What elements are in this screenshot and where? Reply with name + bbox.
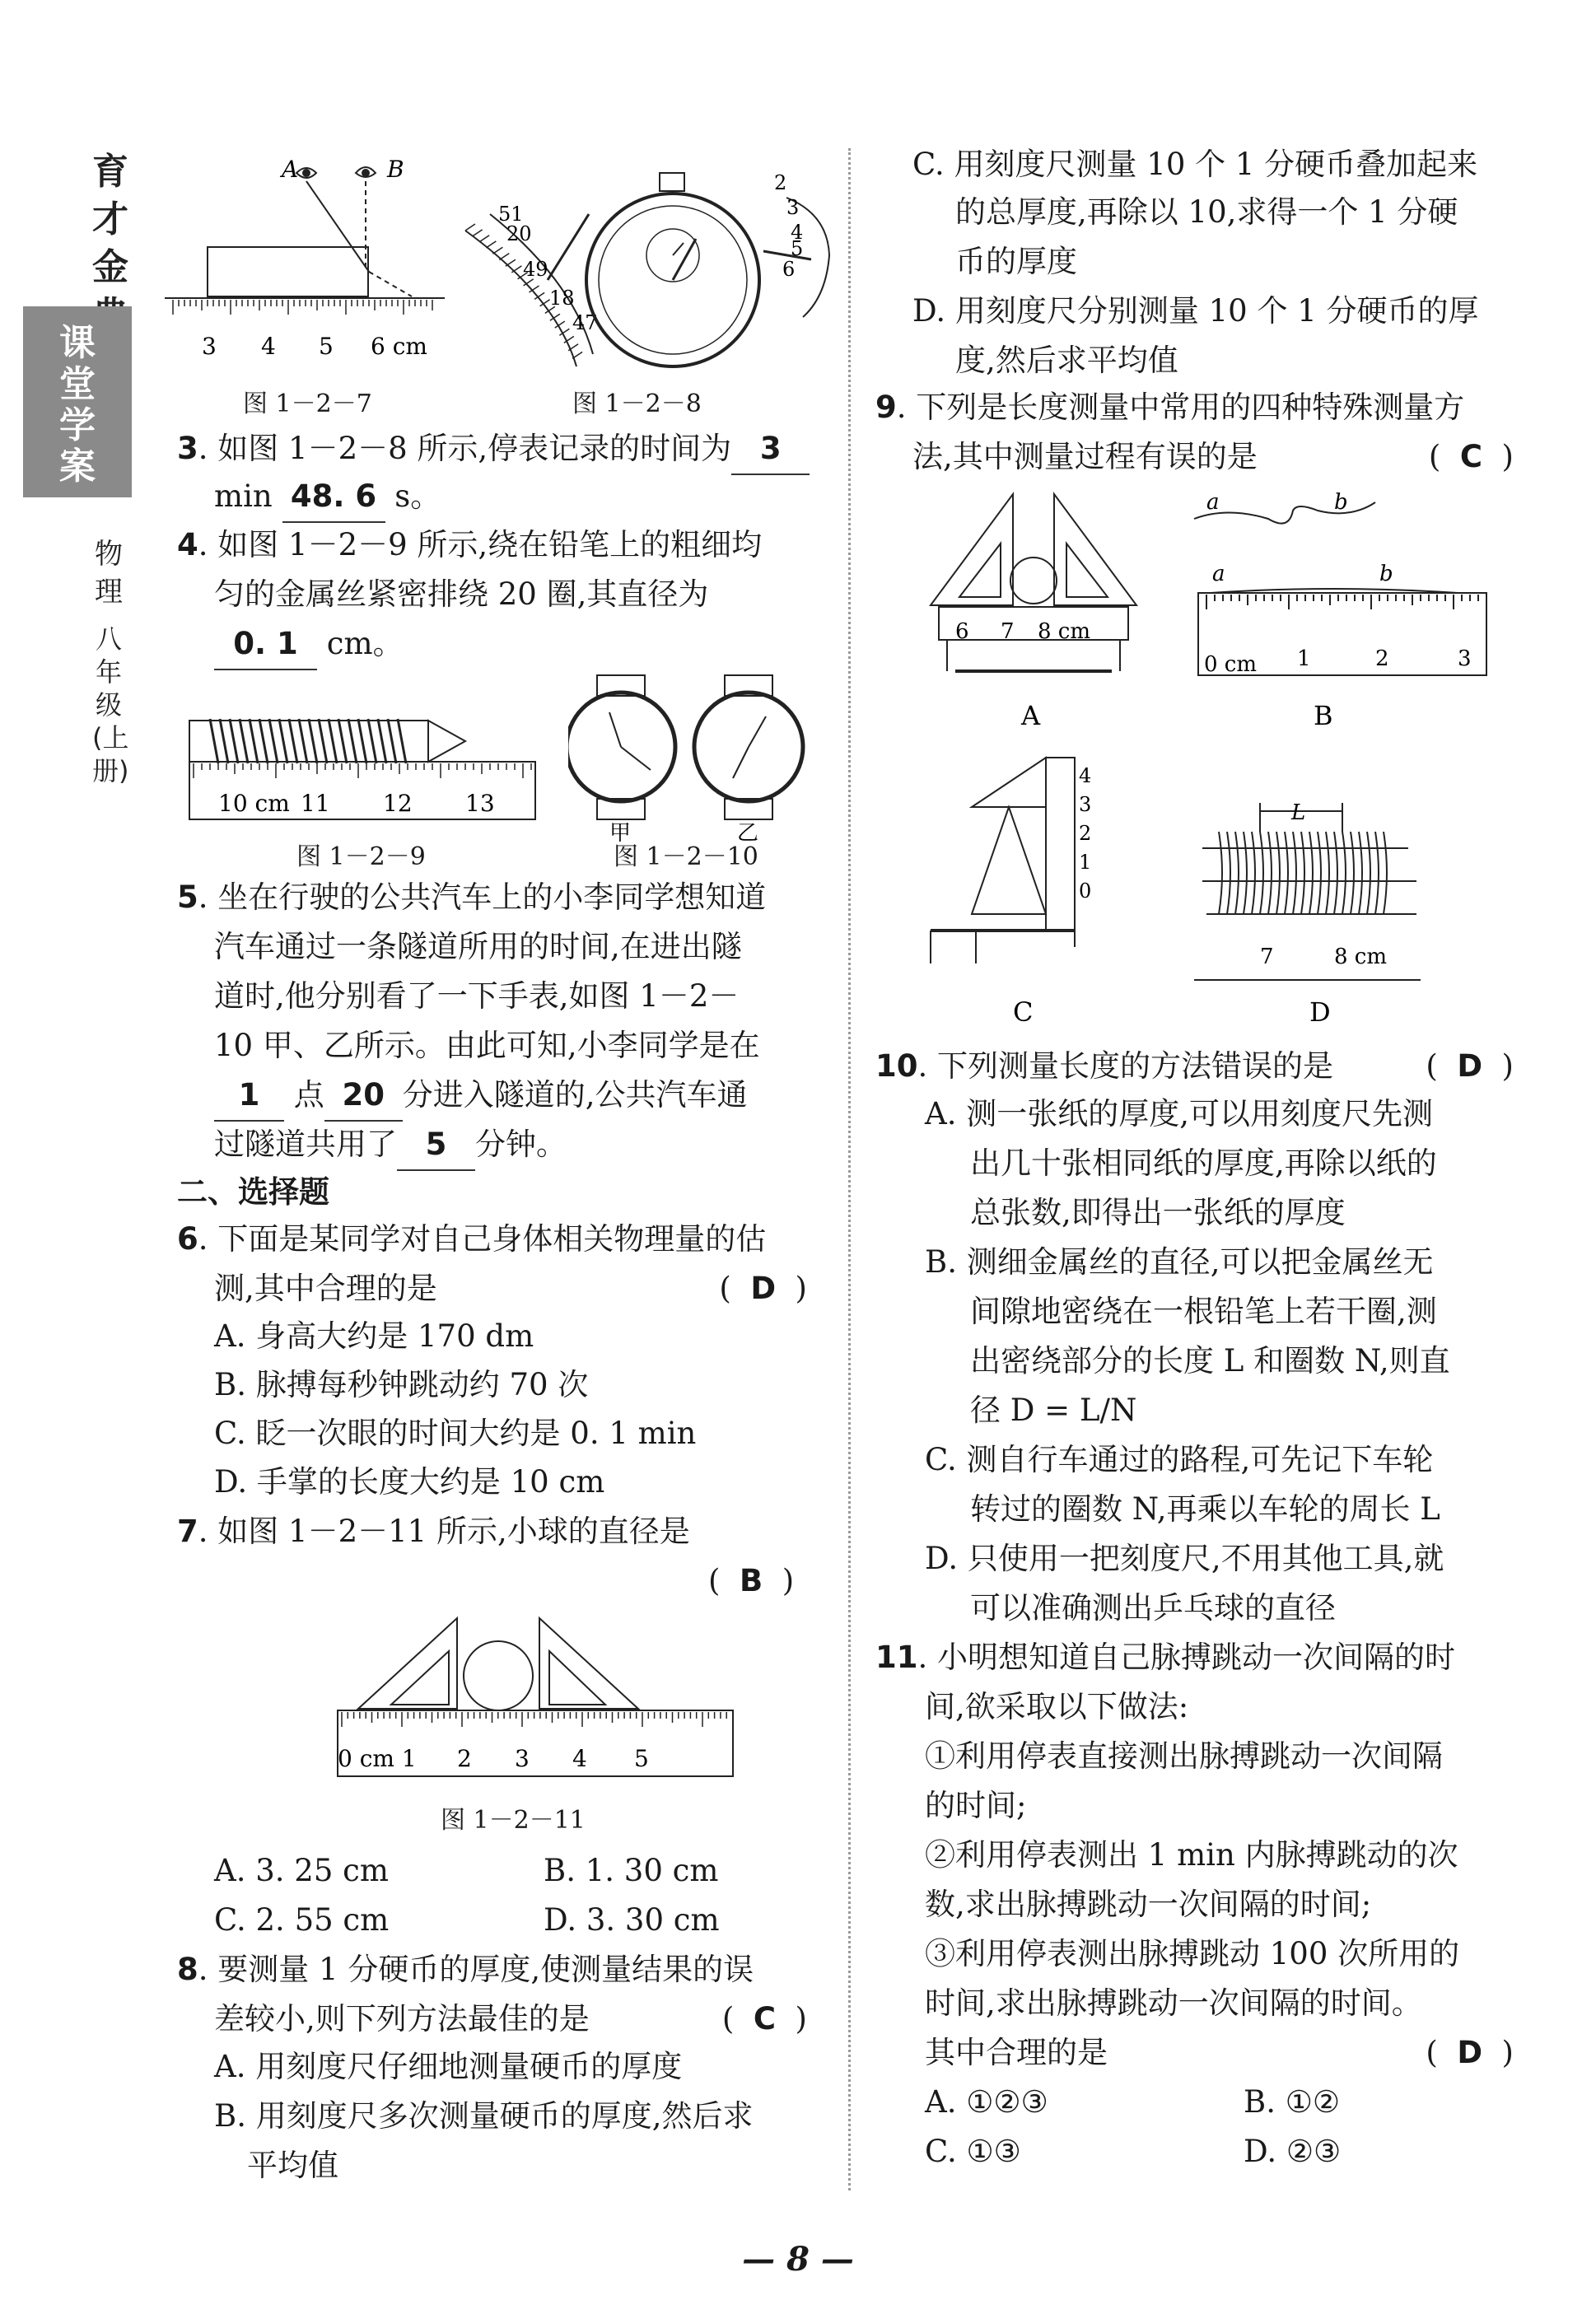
- column-separator: [848, 148, 851, 2190]
- q8-option-b: B. 用刻度尺多次测量硬币的厚度,然后求: [214, 2098, 754, 2134]
- question-6-line2: 测,其中合理的是 ( D ): [214, 1271, 807, 1306]
- answer-4: 0. 1: [214, 619, 317, 670]
- svg-text:7: 7: [1001, 619, 1015, 644]
- question-8-line2: 差较小,则下列方法最佳的是 ( C ): [214, 2001, 807, 2036]
- question-5-line2: 汽车通过一条隧道所用的时间,在进出隧: [214, 929, 742, 964]
- svg-text:3: 3: [1458, 646, 1472, 671]
- svg-text:18: 18: [549, 287, 575, 310]
- answer-8: C: [753, 2001, 777, 2036]
- minute-dial-icon: [465, 203, 598, 366]
- q10-option-a3: 总张数,即得出一张纸的厚度: [970, 1195, 1346, 1230]
- svg-text:L: L: [1291, 800, 1306, 825]
- svg-text:5: 5: [319, 333, 334, 360]
- q11-option-a: A. ①②③: [925, 2084, 1048, 2120]
- answer-5b: 20: [324, 1071, 403, 1122]
- answer-11: D: [1457, 2035, 1483, 2070]
- watch-icon: [694, 675, 803, 819]
- svg-text:3: 3: [515, 1745, 530, 1772]
- question-4-line2: 匀的金属丝紧密排绕 20 圈,其直径为: [214, 576, 709, 612]
- svg-text:6: 6: [782, 258, 796, 281]
- svg-text:47: 47: [572, 311, 598, 334]
- question-3: 3. 如图 1－2－8 所示,停表记录的时间为 3: [177, 424, 810, 475]
- svg-text:A: A: [1021, 700, 1041, 731]
- svg-text:b: b: [1334, 490, 1348, 515]
- svg-text:b: b: [1379, 562, 1393, 586]
- eye-icon: [296, 167, 376, 178]
- q11-method-1b: 的时间;: [925, 1788, 1027, 1823]
- q8-option-d2: 度,然后求平均值: [955, 343, 1178, 378]
- question-7: 7. 如图 1－2－11 所示,小球的直径是: [177, 1514, 690, 1549]
- stopwatch-icon: [586, 173, 759, 366]
- question-11-line3: 其中合理的是 ( D ): [925, 2035, 1514, 2070]
- svg-text:3: 3: [786, 196, 800, 219]
- q8-option-b2: 平均值: [247, 2148, 338, 2183]
- q11-option-c: C. ①③: [925, 2134, 1021, 2169]
- q8-option-d: D. 用刻度尺分别测量 10 个 1 分硬币的厚: [912, 293, 1479, 329]
- svg-text:甲: 甲: [609, 821, 632, 844]
- answer-6: D: [750, 1271, 777, 1306]
- figure-1-2-7: [165, 148, 461, 379]
- question-7-bracket: ( B ): [708, 1563, 795, 1598]
- caption-1-2-8: 图 1－2－8: [572, 390, 702, 418]
- figure-1-2-8: [457, 165, 844, 379]
- q8-option-c2: 的总厚度,再除以 10,求得一个 1 分硬: [955, 194, 1458, 230]
- question-11: 11. 小明想知道自己脉搏跳动一次间隔的时: [875, 1640, 1456, 1675]
- answer-5a: 1: [214, 1071, 284, 1122]
- question-5: 5. 坐在行驶的公共汽车上的小李同学想知道: [177, 879, 767, 915]
- svg-text:4: 4: [261, 333, 276, 360]
- svg-text:a: a: [1206, 490, 1220, 515]
- figure-1-2-10: [568, 671, 824, 844]
- svg-text:2: 2: [1079, 822, 1092, 845]
- q9-figures: [922, 486, 1565, 1046]
- question-6: 6. 下面是某同学对自己身体相关物理量的估: [177, 1221, 767, 1257]
- svg-text:8 cm: 8 cm: [1334, 945, 1388, 969]
- svg-text:51: 51: [498, 203, 524, 226]
- svg-text:10 cm: 10 cm: [218, 790, 290, 817]
- svg-text:11: 11: [301, 790, 330, 817]
- question-9-line2: 法,其中测量过程有误的是 ( C ): [912, 439, 1514, 474]
- q7-option-b: B. 1. 30 cm: [544, 1853, 719, 1888]
- eye-label-b: B: [387, 156, 404, 183]
- svg-text:6: 6: [955, 619, 969, 644]
- question-11-line2: 间,欲采取以下做法:: [925, 1689, 1189, 1724]
- answer-3a: 3: [731, 424, 810, 475]
- section-heading: 二、选择题: [177, 1174, 329, 1210]
- svg-text:2: 2: [457, 1745, 472, 1772]
- method-b-figure: [1194, 502, 1486, 675]
- q10-option-d2: 可以准确测出乒乓球的直径: [970, 1590, 1336, 1626]
- q11-method-3b: 时间,求出脉搏跳动一次间隔的时间。: [925, 1985, 1422, 2021]
- caption-1-2-9: 图 1－2－9: [296, 842, 426, 871]
- svg-text:2: 2: [1375, 646, 1389, 671]
- q10-option-c: C. 测自行车通过的路程,可先记下车轮: [925, 1442, 1434, 1477]
- q10-option-a2: 出几十张相同纸的厚度,再除以纸的: [970, 1145, 1437, 1181]
- question-4: 4. 如图 1－2－9 所示,绕在铅笔上的粗细均: [177, 527, 763, 562]
- seconds-dial-icon: [763, 171, 829, 317]
- question-5-line6: 过隧道共用了 5 分钟。: [214, 1120, 567, 1171]
- method-c-figure: [931, 758, 1075, 963]
- svg-text:8 cm: 8 cm: [1038, 619, 1091, 644]
- svg-text:1: 1: [1079, 851, 1092, 874]
- answer-9: C: [1459, 439, 1483, 474]
- answer-10: D: [1457, 1048, 1483, 1084]
- figure-1-2-11: [334, 1614, 745, 1779]
- svg-text:0 cm: 0 cm: [1204, 652, 1258, 677]
- question-5-line4: 10 甲、乙所示。由此可知,小李同学是在: [214, 1028, 760, 1063]
- svg-text:5: 5: [634, 1745, 649, 1772]
- q6-option-d: D. 手掌的长度大约是 10 cm: [214, 1464, 605, 1500]
- question-8: 8. 要测量 1 分硬币的厚度,使测量结果的误: [177, 1952, 754, 1987]
- svg-text:12: 12: [383, 790, 413, 817]
- svg-text:乙: 乙: [737, 821, 759, 844]
- svg-text:20: 20: [506, 222, 532, 245]
- svg-text:0 cm 1: 0 cm 1: [338, 1745, 417, 1772]
- q11-method-2: ②利用停表测出 1 min 内脉搏跳动的次: [925, 1837, 1458, 1873]
- q7-option-d: D. 3. 30 cm: [544, 1902, 720, 1938]
- answer-3b: 48. 6: [282, 472, 385, 523]
- q8-option-c3: 币的厚度: [955, 244, 1077, 279]
- q10-option-b: B. 测细金属丝的直径,可以把金属丝无: [925, 1244, 1434, 1280]
- caption-1-2-10: 图 1－2－10: [614, 842, 758, 871]
- section-tag: 课堂学案: [59, 322, 96, 488]
- q10-option-b3: 出密绕部分的长度 L 和圈数 N,则直: [970, 1343, 1450, 1379]
- question-5-line5: 1 点 20 分进入隧道的,公共汽车通: [214, 1071, 748, 1122]
- svg-text:C: C: [1013, 996, 1034, 1028]
- q11-method-2b: 数,求出脉搏跳动一次间隔的时间;: [925, 1887, 1372, 1922]
- svg-text:3: 3: [1079, 793, 1092, 816]
- question-3-cont: min 48. 6 s。: [214, 472, 441, 523]
- question-10: 10. 下列测量长度的方法错误的是 ( D ): [875, 1048, 1514, 1084]
- q10-option-b2: 间隙地密绕在一根铅笔上若干圈,测: [970, 1294, 1437, 1329]
- answer-5c: 5: [397, 1120, 475, 1171]
- question-5-line3: 道时,他分别看了一下手表,如图 1－2－: [214, 978, 740, 1014]
- q8-option-a: A. 用刻度尺仔细地测量硬币的厚度: [214, 2049, 683, 2084]
- svg-text:5: 5: [791, 237, 804, 260]
- method-a-figure: [931, 494, 1136, 671]
- brand-title: 育才金: [92, 151, 128, 288]
- q10-option-c2: 转过的圈数 N,再乘以车轮的周长 L: [970, 1491, 1440, 1527]
- subject-label: 物理 八年级(上册): [92, 538, 129, 786]
- svg-text:4: 4: [791, 221, 804, 244]
- q6-option-a: A. 身高大约是 170 dm: [214, 1318, 534, 1354]
- svg-text:4: 4: [1079, 764, 1092, 787]
- q6-option-c: C. 眨一次眼的时间大约是 0. 1 min: [214, 1416, 697, 1451]
- svg-text:4: 4: [572, 1745, 587, 1772]
- watch-icon: [568, 675, 675, 819]
- caption-1-2-7: 图 1－2－7: [243, 390, 372, 418]
- question-4-line3: 0. 1 cm。: [214, 619, 404, 670]
- eye-label-a: A: [282, 156, 299, 183]
- svg-text:49: 49: [523, 258, 548, 281]
- page-number: — 8 —: [742, 2240, 854, 2279]
- figure-1-2-9: [185, 696, 548, 836]
- svg-text:D: D: [1309, 996, 1331, 1028]
- q6-option-b: B. 脉搏每秒钟跳动约 70 次: [214, 1367, 589, 1402]
- q10-option-b4: 径 D = L/N: [970, 1393, 1137, 1428]
- q7-option-c: C. 2. 55 cm: [214, 1902, 390, 1938]
- q7-option-a: A. 3. 25 cm: [214, 1853, 389, 1888]
- q11-option-b: B. ①②: [1244, 2084, 1341, 2120]
- svg-text:7: 7: [1260, 945, 1274, 969]
- q11-method-3: ③利用停表测出脉搏跳动 100 次所用的: [925, 1936, 1460, 1971]
- q11-option-d: D. ②③: [1244, 2134, 1342, 2169]
- q10-option-a: A. 测一张纸的厚度,可以用刻度尺先测: [925, 1096, 1434, 1131]
- question-9: 9. 下列是长度测量中常用的四种特殊测量方: [875, 390, 1465, 425]
- svg-text:2: 2: [774, 171, 787, 194]
- svg-text:1: 1: [1297, 646, 1311, 671]
- svg-text:a: a: [1212, 562, 1225, 586]
- caption-1-2-11: 图 1－2－11: [441, 1806, 586, 1835]
- svg-text:13: 13: [465, 790, 495, 817]
- svg-text:6 cm: 6 cm: [371, 333, 427, 360]
- svg-text:3: 3: [202, 333, 217, 360]
- q10-option-d: D. 只使用一把刻度尺,不用其他工具,就: [925, 1541, 1444, 1576]
- q8-option-c: C. 用刻度尺测量 10 个 1 分硬币叠加起来: [912, 147, 1478, 182]
- svg-text:B: B: [1314, 700, 1333, 731]
- answer-7: B: [739, 1563, 763, 1598]
- q11-method-1: ①利用停表直接测出脉搏跳动一次间隔: [925, 1738, 1443, 1774]
- svg-text:0: 0: [1079, 879, 1092, 903]
